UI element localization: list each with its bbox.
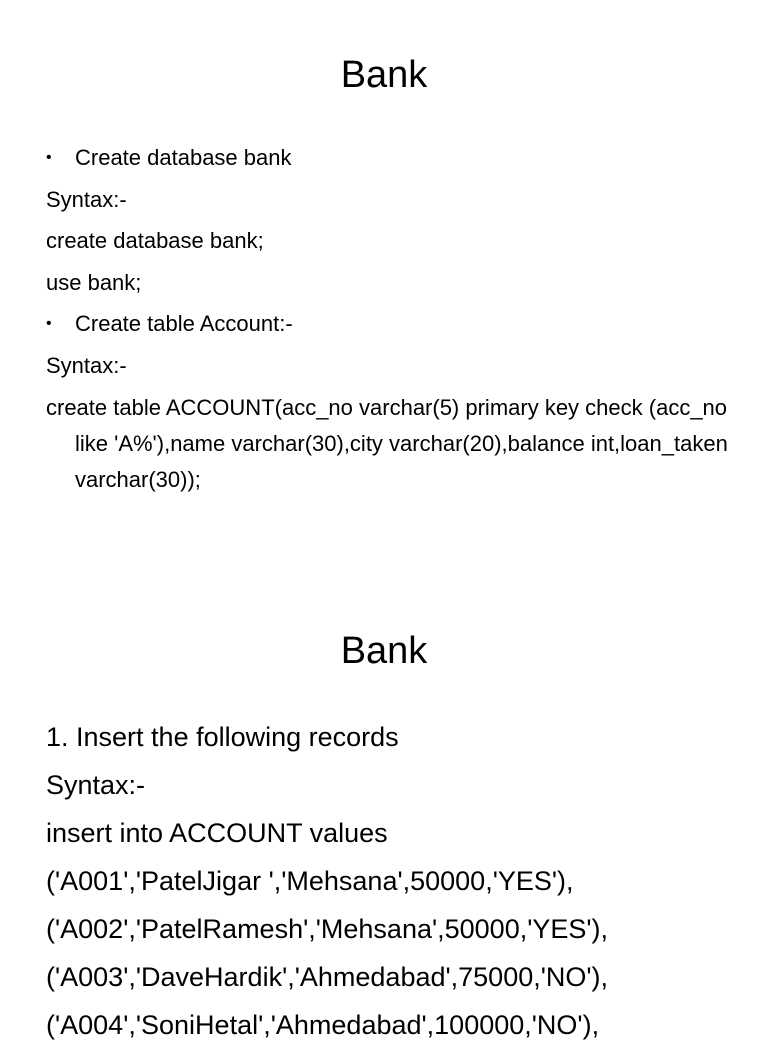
code-line-use-bank: use bank; (46, 269, 142, 295)
bullet-text: Create database bank (75, 145, 292, 170)
syntax-label: Syntax:- (46, 770, 146, 800)
syntax-label: Syntax:- (46, 352, 127, 378)
bullet-text: Create table Account:- (75, 311, 293, 337)
code-line-record: ('A002','PatelRamesh','Mehsana',50000,'YES'), (46, 914, 609, 944)
syntax-label: Syntax:- (46, 186, 127, 212)
bullet-create-table (46, 306, 736, 348)
slide-1-title: Bank (340, 54, 428, 96)
code-line-record: ('A003','DaveHardik','Ahmedabad',75000,'NO'), (46, 962, 609, 992)
code-line-create-table: create table ACCOUNT(acc_no varchar(5) primary key check (acc_no like 'A%'),name varchar(30),city varchar(20),balance int,loan_taken varchar(30)); (46, 394, 728, 492)
code-line-insert: insert into ACCOUNT values (46, 818, 388, 848)
bullet-create-database (46, 140, 736, 182)
slide-2-title: Bank (340, 630, 428, 672)
step-heading: 1. Insert the following records (46, 722, 399, 752)
bullet-icon: • (46, 149, 52, 166)
slide-1-body (46, 140, 736, 498)
slide-2-body (46, 716, 756, 1052)
slide-2 (0, 576, 768, 1040)
code-line-record: ('A004','SoniHetal','Ahmedabad',100000,'NO'), (46, 1010, 600, 1040)
code-line-record: ('A001','PatelJigar ','Mehsana',50000,'YES'), (46, 866, 574, 896)
bullet-icon: • (46, 315, 52, 333)
code-line-create-database: create database bank; (46, 228, 264, 254)
